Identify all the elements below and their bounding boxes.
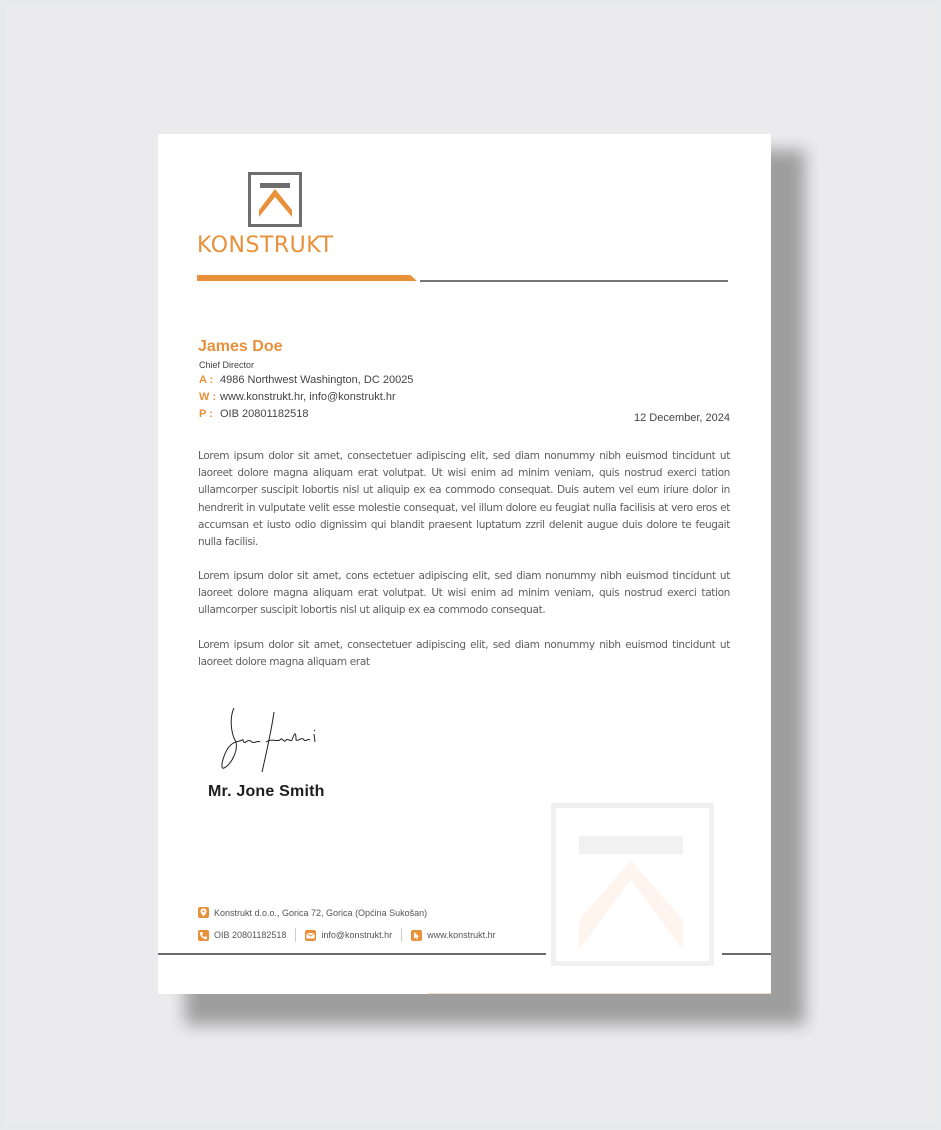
divider — [295, 928, 296, 942]
map-pin-icon — [198, 907, 209, 918]
signer-name: Mr. Jone Smith — [208, 783, 325, 800]
watermark-chevron-icon — [579, 860, 683, 950]
footer-phone-text: OIB 20801182518 — [214, 930, 287, 940]
contact-value: www.konstrukt.hr, info@konstrukt.hr — [220, 391, 396, 403]
chevron-up-icon — [258, 189, 292, 217]
footer-email-link[interactable]: info@konstrukt.hr — [321, 930, 393, 940]
footer-contacts — [198, 928, 496, 942]
contact-key: P : — [199, 408, 213, 420]
watermark-bar — [579, 836, 683, 854]
contact-key: A : — [199, 374, 214, 386]
body-paragraph: Lorem ipsum dolor sit amet, cons ectetuer adipiscing elit, sed diam nonummy nibh euismod tincidunt ut laoreet dolore magna aliquam erat volutpat. Ut wisi enim ad minim veniam, quis nostrud exerci tation ullamcorper suscipit lobortis nisl ut aliquip ex ea commodo consequat. — [198, 570, 730, 617]
footer-address — [198, 907, 427, 918]
phone-icon — [198, 930, 209, 941]
logo-bar — [260, 183, 290, 188]
footer-rule-right — [722, 953, 771, 955]
sender-name: James Doe — [198, 338, 283, 355]
contact-value: OIB 20801182518 — [220, 408, 309, 420]
contact-web — [199, 391, 396, 403]
cursor-icon — [411, 930, 422, 941]
sender-title: Chief Director — [199, 360, 255, 370]
contact-address — [199, 374, 413, 386]
letterhead-page — [158, 134, 771, 994]
footer-rule-left — [158, 953, 546, 955]
logo-watermark — [551, 803, 714, 966]
footer-address-text: Konstrukt d.o.o., Gorica 72, Gorica (Općina Sukošan) — [214, 907, 428, 918]
header-rule-accent — [197, 275, 417, 281]
body-paragraph: Lorem ipsum dolor sit amet, consectetuer adipiscing elit, sed diam nonummy nibh euismod tincidunt ut laoreet dolore magna aliquam erat volutpat. Ut wisi enim ad minim veniam, quis nostrud exerci tation ullamcorper suscipit lobortis nisl ut aliquip ex ea commodo consequat. Duis autem vel eum iriure dolor in hendrerit in vulputate velit esse molestie consequat, vel illum dolore eu feugiat nulla facilisis at vero eros et accumsan et iusto odio dignissim qui blandit praesent luptatum zzril delenit augue duis dolore te feugait nulla facilisi. — [198, 450, 730, 549]
company-wordmark: KONSTRUKT — [197, 233, 334, 258]
page-bottom-edge — [428, 993, 771, 994]
header-rule — [420, 280, 728, 282]
letter-date: 12 December, 2024 — [633, 412, 730, 424]
logo-mark — [248, 172, 302, 227]
contact-phone — [199, 408, 308, 420]
mail-icon — [305, 930, 316, 941]
body-paragraph: Lorem ipsum dolor sit amet, consectetuer adipiscing elit, sed diam nonummy nibh euismod tincidunt ut laoreet dolore magna aliquam erat — [198, 639, 730, 669]
contact-key: W : — [199, 391, 217, 403]
footer-web-link[interactable]: www.konstrukt.hr — [427, 930, 496, 940]
signature-image — [218, 702, 328, 774]
divider — [401, 928, 402, 942]
contact-value: 4986 Northwest Washington, DC 20025 — [220, 374, 414, 386]
